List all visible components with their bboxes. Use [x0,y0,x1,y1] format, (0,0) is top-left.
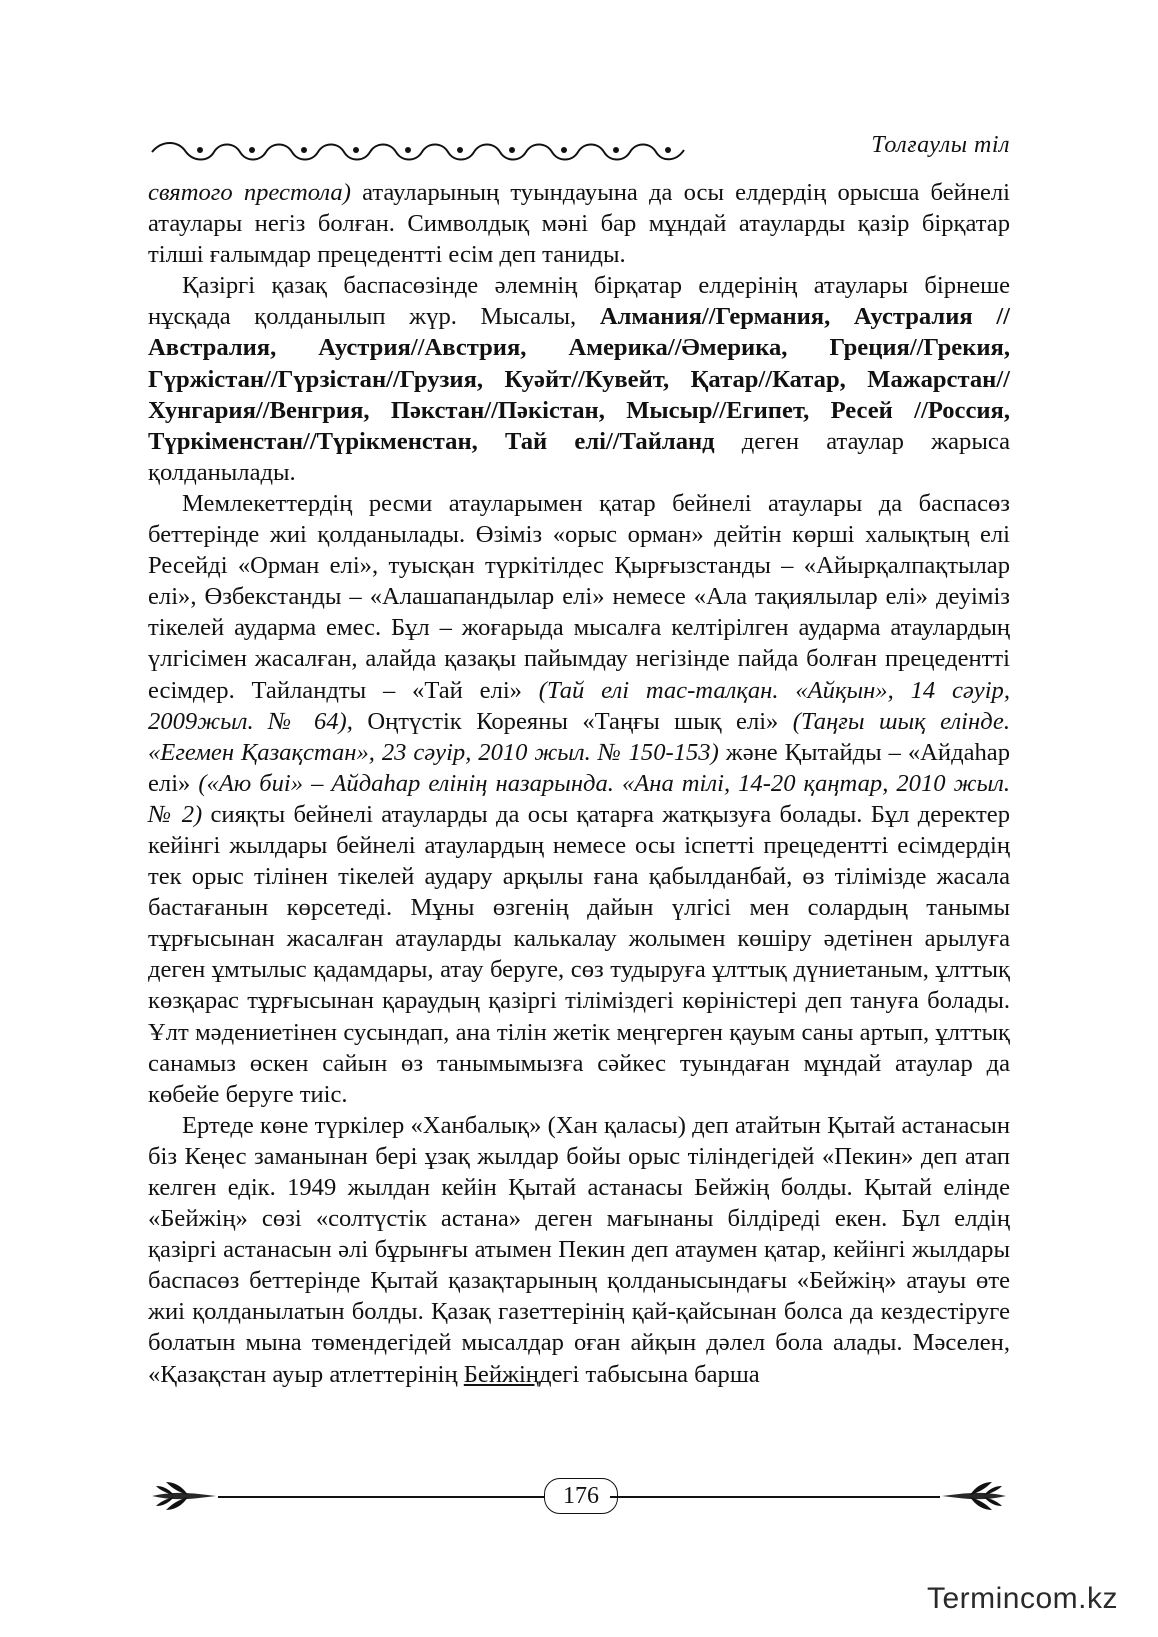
italic-citation: (Таңғы шық елінде. «Егемен Қазақстан», 23 сәуір, 2010 жыл. № 150-153) [148,707,1011,766]
scroll-ornament-icon [148,138,688,164]
italic-citation: («Аю биі» – Айдаһар елінің назарында. «Ана тілі, 14-20 қаңтар, 2010 жыл. № 2) [148,769,1010,828]
italic-citation: святого престола) [148,179,351,206]
leaf-ornament-icon [940,1480,1010,1512]
page-number: 176 [544,1478,618,1514]
running-title: Толғаулы тіл [871,132,1010,158]
paragraph-3: Мемлекеттердің ресми атауларымен қатар бейнелі атаулары да баспасөз беттерінде жиі қолданылады. Өзіміз «орыс орман» дейтін көрші халықтың елі Ресейді «Орман елі», туысқан түркітілдес Қырғызстанды – «Айырқалпақтылар елі», Өзбекстанды – «Алашапандылар елі» немесе «Ала тақиялылар елі» деуіміз тікелей аударма емес. Бұл – жоғарыда мысалға келтірілген аударма атаулардың үлгісімен жасалған, алайда қазақы пайымдау негізінде пайда болған прецедентті есімдер. Тайландты – «Тай елі» (Тай елі тас-талқан. «Айқын», 14 сәуір, 2009жыл. № 64), Оңтүстік Кореяны «Таңғы шық елі» (Таңғы шық елінде. «Егемен Қазақстан», 23 сәуір, 2010 жыл. № 150-153) және Қытайды – «Айдаһар елі» («Аю биі» – Айдаһар елінің назарында. «Ана тілі, 14-20 қаңтар, 2010 жыл. № 2) сияқты бейнелі атауларды да осы қатарға жатқызуға болады. Бұл деректер кейінгі жылдары бейнелі атаулардың немесе осы іспетті прецедентті есімдердің тек орыс тілінен тікелей аудару арқылы ғана қабылданбай, өз тілімізде жасала бастағанын көрсетеді. Мұны өзгенің дайын үлгісі мен солардың танымы тұрғысынан жасалған атауларды калькалау жолымен көшіру әдетінен арылуға деген ұмтылыс қадамдары, атау беруге, сөз тудыруға ұлттық дүниетаным, ұлттық көзқарас тұрғысынан қараудың қазіргі тіліміздегі көріністері деп тануға болады. Ұлт мәдениетінен сусындап, ана тілін жетік меңгерген қауым саны артып, ұлттық санамыз өскен сайын өз танымымызға сәйкес туындаған мұндай атаулар да көбейе беруге тиіс. [148,489,1011,1108]
paragraph-1: святого престола) атауларының туындауына да осы елдердің орысша бейнелі атаулары негіз болған. Символдық мәні бар мұндай атауларды қазір бірқатар тілші ғалымдар прецедентті есім деп таниды. [148,179,1010,269]
country-names-list: Алмания//Германия, Аустралия //Австралия, Аустрия//Австрия, Америка//Әмерика, Греция//Грекия, Гүржістан//Гүрзістан//Грузия, Куәйт//Кувейт, Қатар//Катар, Мажарстан//Хунгария//Венгрия, Пәкстан//Пәкістан, Мысыр//Египет, Ресей //Россия, Түркіменстан//Түрікменстан, Тай елі//Тайланд [148,303,1010,455]
watermark-logo: Termincom.kz [926,1582,1118,1615]
body-text [148,177,1010,1390]
underlined-word: Бейжің [463,1360,539,1388]
footer-rule-left [218,1496,548,1498]
italic-citation: (Тай елі тас-талқан. «Айқын», 14 сәуір, 2009жыл. № 64), [148,676,1010,735]
page-header [148,128,1010,168]
leaf-ornament-icon [148,1480,218,1512]
page-footer [148,1476,1010,1516]
paragraph-2: Қазіргі қазақ баспасөзінде әлемнің бірқатар елдерінің атаулары бірнеше нұсқада қолданылып жүр. Мысалы, Алмания//Германия, Аустралия //Австралия, Аустрия//Австрия, Америка//Әмерика, Греция//Грекия, Гүржістан//Гүрзістан//Грузия, Куәйт//Кувейт, Қатар//Катар, Мажарстан//Хунгария//Венгрия, Пәкстан//Пәкістан, Мысыр//Египет, Ресей //Россия, Түркіменстан//Түрікменстан, Тай елі//Тайланд деген атаулар жарыса қолданылады. [148,272,1011,486]
paragraph-4: Ертеде көне түркілер «Ханбалық» (Хан қаласы) деп атайтын Қытай астанасын біз Кеңес заманынан бері ұзақ жылдар бойы орыс тіліндегідей «Пекин» деп атап келген едік. 1949 жылдан кейін Қытай астанасы Бейжің болды. Қытай елінде «Бейжің» сөзі «солтүстік астана» деген мағынаны білдіреді екен. Бұл елдің қазіргі астанасын әлі бұрынғы атымен Пекин деп атаумен қатар, кейінгі жылдары баспасөз беттерінде Қытай қазақтарының қолданысындағы «Бейжің» атауы өте жиі қолданылатын болды. Қазақ газеттерінің қай-қайсынан болса да кездестіруге болатын мына төмендегідей мысалдар оған айқын дәлел бола алады. Мәселен, «Қазақстан ауыр атлеттерінің Бейжіңдегі табысына барша [148,1111,1010,1388]
footer-rule-right [610,1496,940,1498]
